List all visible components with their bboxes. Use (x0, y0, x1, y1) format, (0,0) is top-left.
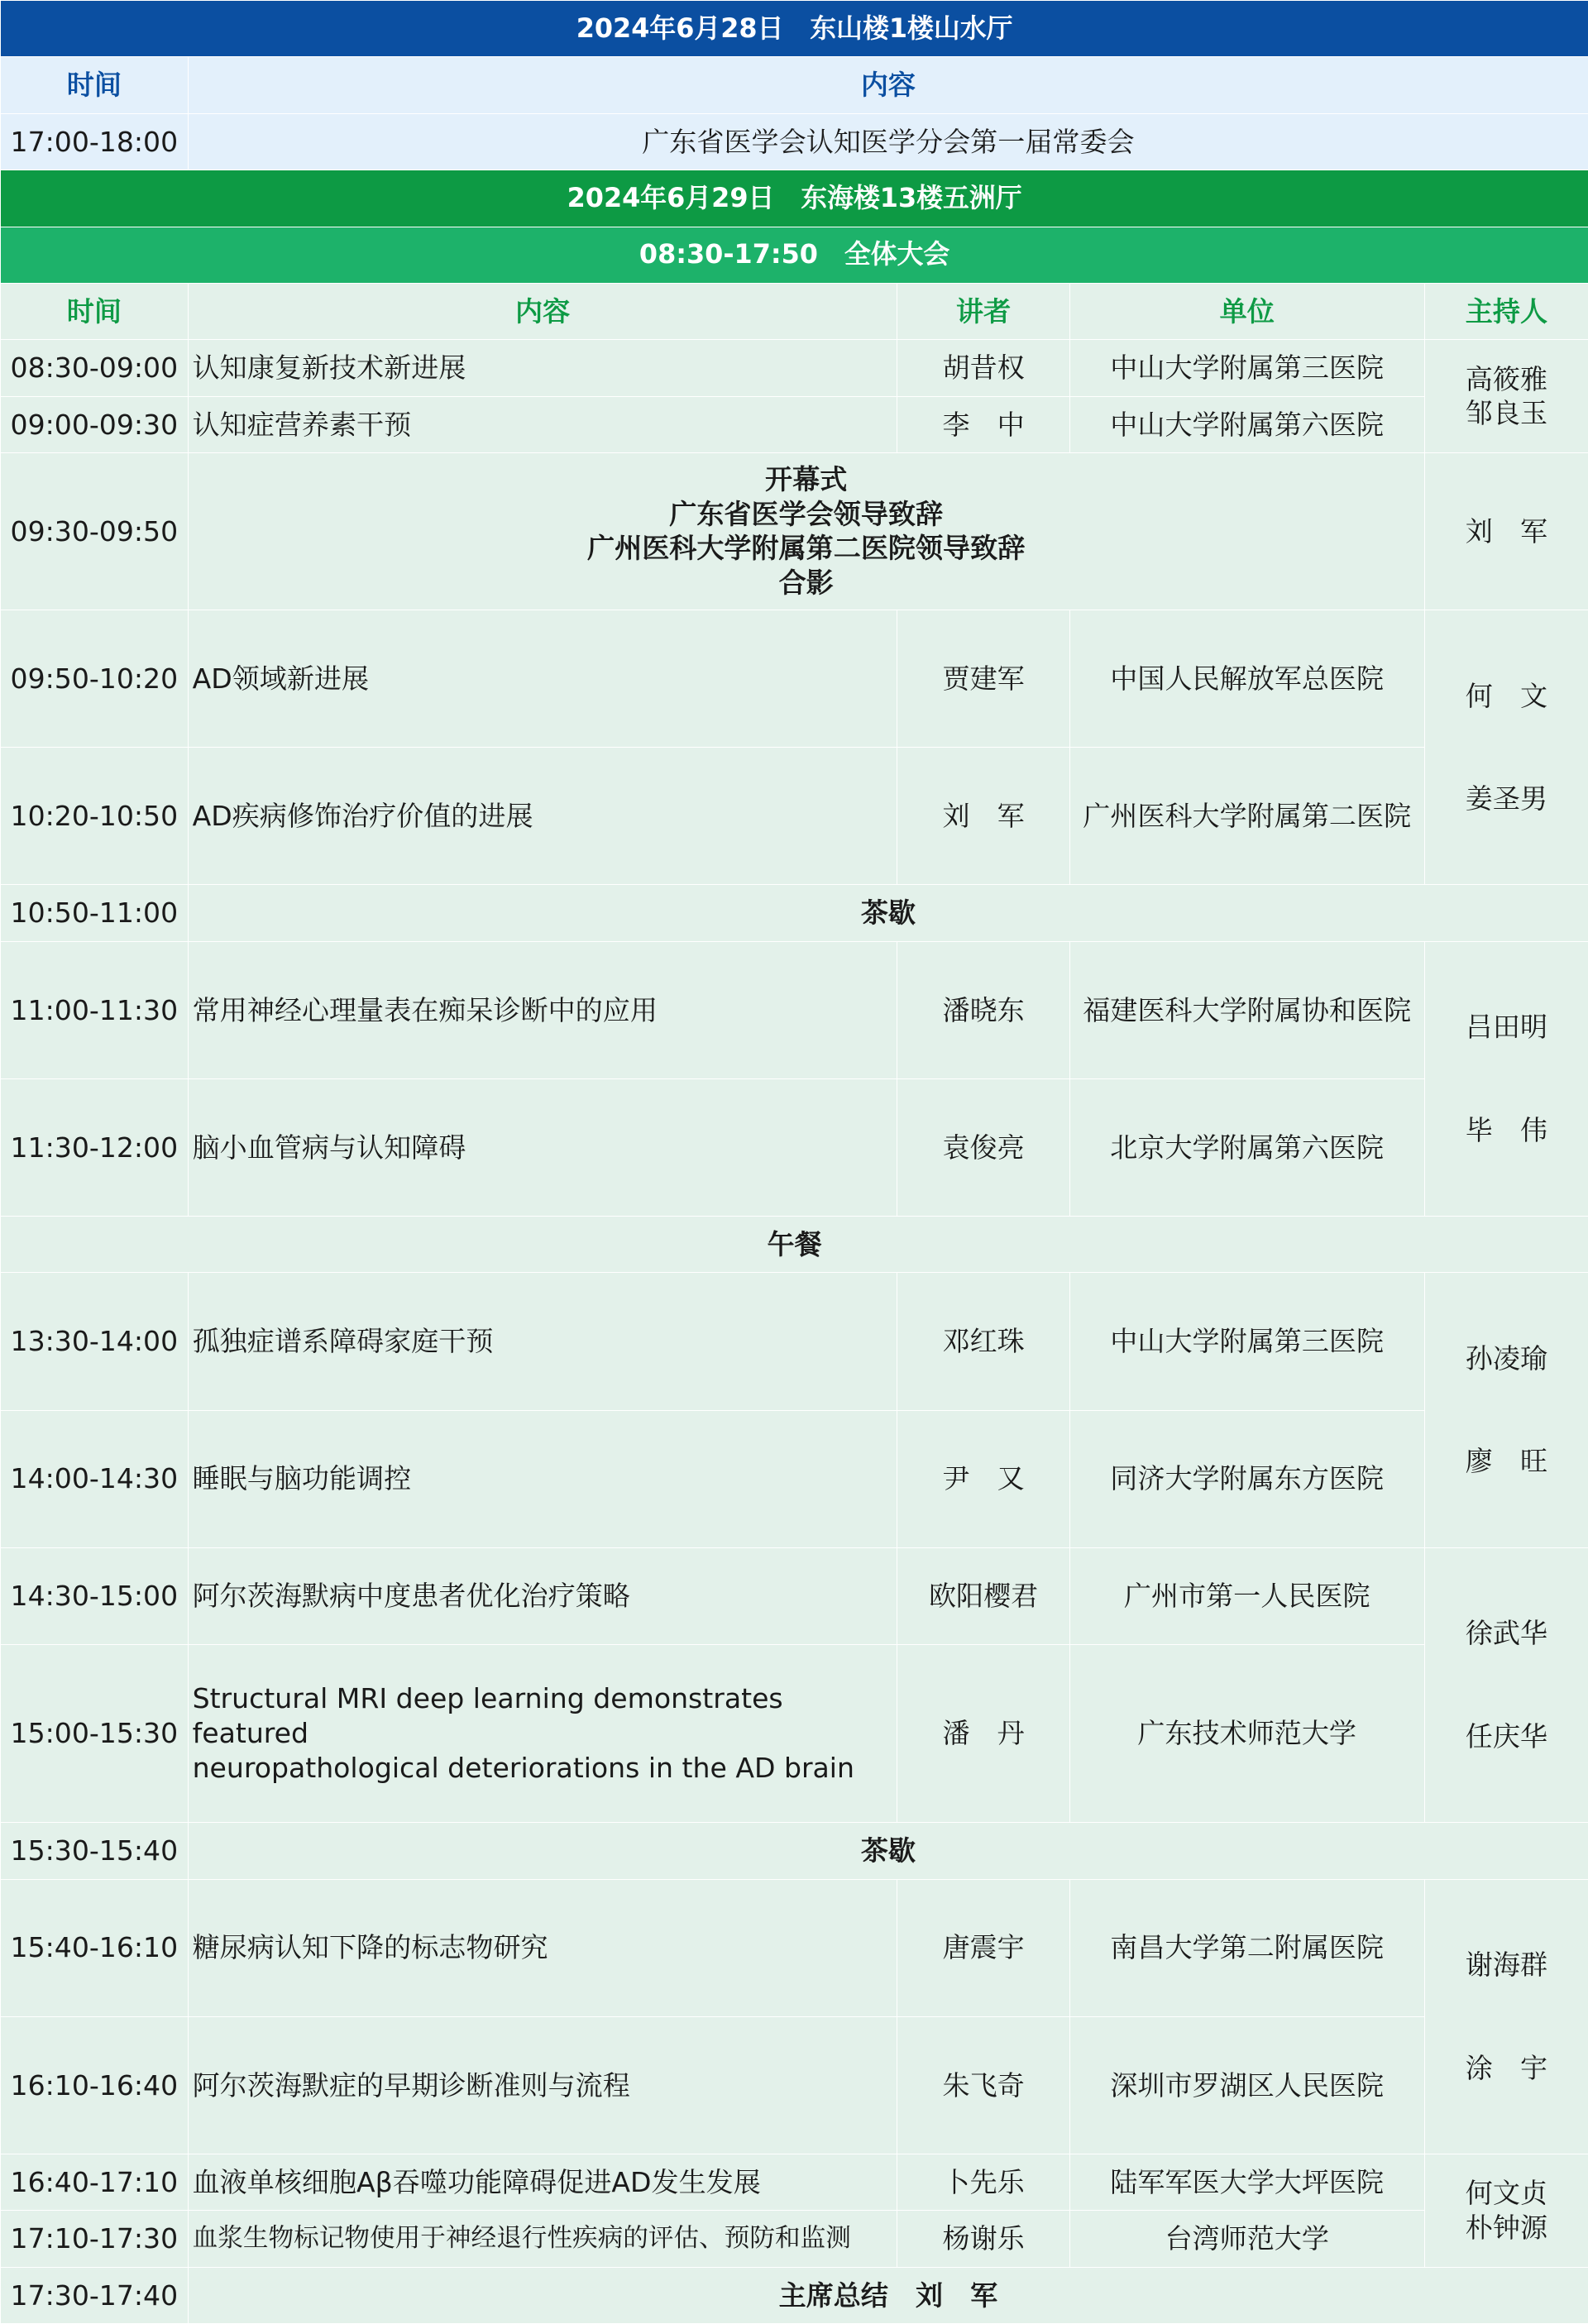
row-time: 08:30-09:00 (1, 340, 189, 396)
row-time: 10:20-10:50 (1, 748, 189, 885)
host-name: 徐武华 (1425, 1616, 1588, 1651)
host-name: 何文贞 (1425, 2176, 1588, 2211)
host-name: 任庆华 (1425, 1719, 1588, 1754)
host-group-2: 刘 军 (1424, 453, 1588, 610)
row-speaker: 李 中 (897, 396, 1069, 452)
header-time: 时间 (1, 283, 189, 339)
session-banner: 08:30-17:50 全体大会 (1, 227, 1588, 283)
row-content: AD疾病修饰治疗价值的进展 (188, 748, 897, 885)
header-speaker: 讲者 (897, 283, 1069, 339)
host-name: 毕 伟 (1425, 1113, 1588, 1148)
row-time: 09:30-09:50 (1, 453, 189, 610)
host-group-1 (1424, 340, 1588, 453)
host-name: 谢海群 (1425, 1948, 1588, 1982)
row-unit: 福建医科大学附属协和医院 (1069, 941, 1424, 1078)
table-row (1, 2154, 1588, 2210)
host-name: 姜圣男 (1425, 782, 1588, 816)
row-unit: 北京大学附属第六医院 (1069, 1078, 1424, 1216)
header-unit: 单位 (1069, 283, 1424, 339)
table-row (1, 1879, 1588, 2016)
chair-summary: 主席总结 刘 军 (188, 2267, 1588, 2323)
table-row (1, 1644, 1588, 1822)
row-time: 14:30-15:00 (1, 1547, 189, 1644)
row-time: 15:30-15:40 (1, 1823, 189, 1879)
row-time: 11:30-12:00 (1, 1078, 189, 1216)
host-group-5 (1424, 1273, 1588, 1547)
row-unit: 中山大学附属第三医院 (1069, 340, 1424, 396)
tea-break: 茶歇 (188, 885, 1588, 941)
day1-banner: 2024年6月28日 东山楼1楼山水厅 (1, 1, 1588, 57)
row-unit: 陆军军医大学大坪医院 (1069, 2154, 1424, 2210)
day1-header-content: 内容 (188, 57, 1588, 113)
row-time: 17:10-17:30 (1, 2211, 189, 2267)
row-unit: 中国人民解放军总医院 (1069, 610, 1424, 747)
row-time: 09:50-10:20 (1, 610, 189, 747)
row-speaker: 唐震宇 (897, 1879, 1069, 2016)
table-row (1, 1410, 1588, 1547)
day2-banner: 2024年6月29日 东海楼13楼五洲厅 (1, 170, 1588, 227)
row-content: 血液单核细胞Aβ吞噬功能障碍促进AD发生发展 (188, 2154, 897, 2210)
row-time: 09:00-09:30 (1, 396, 189, 452)
day1-row-time: 17:00-18:00 (1, 113, 189, 170)
row-unit: 广州市第一人民医院 (1069, 1547, 1424, 1644)
table-row (1, 396, 1588, 452)
row-time: 15:00-15:30 (1, 1644, 189, 1822)
row-speaker: 欧阳樱君 (897, 1547, 1069, 1644)
lunch-break: 午餐 (1, 1216, 1588, 1272)
opening-ceremony (188, 453, 1424, 610)
row-content: 睡眠与脑功能调控 (188, 1410, 897, 1547)
row-time: 16:40-17:10 (1, 2154, 189, 2210)
header-content: 内容 (188, 283, 897, 339)
row-unit: 同济大学附属东方医院 (1069, 1410, 1424, 1547)
row-speaker: 尹 又 (897, 1410, 1069, 1547)
row-content: 常用神经心理量表在痴呆诊断中的应用 (188, 941, 897, 1078)
table-row (1, 2267, 1588, 2323)
table-row (1, 1823, 1588, 1879)
row-content: 阿尔茨海默病中度患者优化治疗策略 (188, 1547, 897, 1644)
host-group-3 (1424, 610, 1588, 884)
table-row (1, 748, 1588, 885)
row-unit: 广州医科大学附属第二医院 (1069, 748, 1424, 885)
row-speaker: 邓红珠 (897, 1273, 1069, 1410)
host-group-4 (1424, 941, 1588, 1216)
host-name: 廖 旺 (1425, 1444, 1588, 1479)
host-name: 孙凌瑜 (1425, 1341, 1588, 1376)
row-speaker: 胡昔权 (897, 340, 1069, 396)
row-time: 14:00-14:30 (1, 1410, 189, 1547)
host-name: 涂 宇 (1425, 2051, 1588, 2086)
row-content: 脑小血管病与认知障碍 (188, 1078, 897, 1216)
row-speaker: 朱飞奇 (897, 2016, 1069, 2154)
host-group-8 (1424, 2154, 1588, 2267)
row-speaker: 贾建军 (897, 610, 1069, 747)
row-content: 血浆生物标记物使用于神经退行性疾病的评估、预防和监测 (188, 2211, 897, 2267)
row-content: AD领域新进展 (188, 610, 897, 747)
row-speaker: 卜先乐 (897, 2154, 1069, 2210)
row-time: 17:30-17:40 (1, 2267, 189, 2323)
table-row (1, 1216, 1588, 1272)
row-content-line: Structural MRI deep learning demonstrates featured (193, 1681, 897, 1750)
opening-line: 广州医科大学附属第二医院领导致辞 (189, 531, 1424, 566)
row-content: 认知康复新技术新进展 (188, 340, 897, 396)
row-time: 10:50-11:00 (1, 885, 189, 941)
table-row (1, 1547, 1588, 1644)
header-host: 主持人 (1424, 283, 1588, 339)
table-row (1, 610, 1588, 747)
table-row (1, 2016, 1588, 2154)
table-row (1, 340, 1588, 396)
opening-line: 广东省医学会领导致辞 (189, 497, 1424, 532)
day1-header-time: 时间 (1, 57, 189, 113)
table-row (1, 1078, 1588, 1216)
opening-line: 合影 (189, 566, 1424, 600)
row-time: 11:00-11:30 (1, 941, 189, 1078)
host-name: 邹良玉 (1425, 396, 1588, 431)
row-unit: 中山大学附属第三医院 (1069, 1273, 1424, 1410)
row-time: 16:10-16:40 (1, 2016, 189, 2154)
row-unit: 中山大学附属第六医院 (1069, 396, 1424, 452)
tea-break: 茶歇 (188, 1823, 1588, 1879)
table-row (1, 941, 1588, 1078)
opening-line: 开幕式 (189, 462, 1424, 497)
table-row (1, 885, 1588, 941)
table-row (1, 2211, 1588, 2267)
row-unit: 南昌大学第二附属医院 (1069, 1879, 1424, 2016)
row-speaker: 潘晓东 (897, 941, 1069, 1078)
row-speaker: 刘 军 (897, 748, 1069, 885)
row-unit: 广东技术师范大学 (1069, 1644, 1424, 1822)
row-unit: 深圳市罗湖区人民医院 (1069, 2016, 1424, 2154)
row-content: 糖尿病认知下降的标志物研究 (188, 1879, 897, 2016)
host-name: 吕田明 (1425, 1010, 1588, 1045)
row-content-line: neuropathological deteriorations in the AD brain (193, 1751, 897, 1786)
host-name: 高筱雅 (1425, 362, 1588, 397)
table-row (1, 453, 1588, 610)
row-speaker: 潘 丹 (897, 1644, 1069, 1822)
row-unit: 台湾师范大学 (1069, 2211, 1424, 2267)
row-speaker: 袁俊亮 (897, 1078, 1069, 1216)
day1-row-content: 广东省医学会认知医学分会第一届常委会 (188, 113, 1588, 170)
host-group-7 (1424, 1879, 1588, 2154)
row-speaker: 杨谢乐 (897, 2211, 1069, 2267)
table-row (1, 1273, 1588, 1410)
host-name: 何 文 (1425, 679, 1588, 714)
row-content: 认知症营养素干预 (188, 396, 897, 452)
row-time: 15:40-16:10 (1, 1879, 189, 2016)
row-time: 13:30-14:00 (1, 1273, 189, 1410)
row-content (188, 1644, 897, 1822)
row-content: 孤独症谱系障碍家庭干预 (188, 1273, 897, 1410)
host-group-6 (1424, 1547, 1588, 1822)
host-name: 朴钟源 (1425, 2211, 1588, 2245)
row-content: 阿尔茨海默症的早期诊断准则与流程 (188, 2016, 897, 2154)
